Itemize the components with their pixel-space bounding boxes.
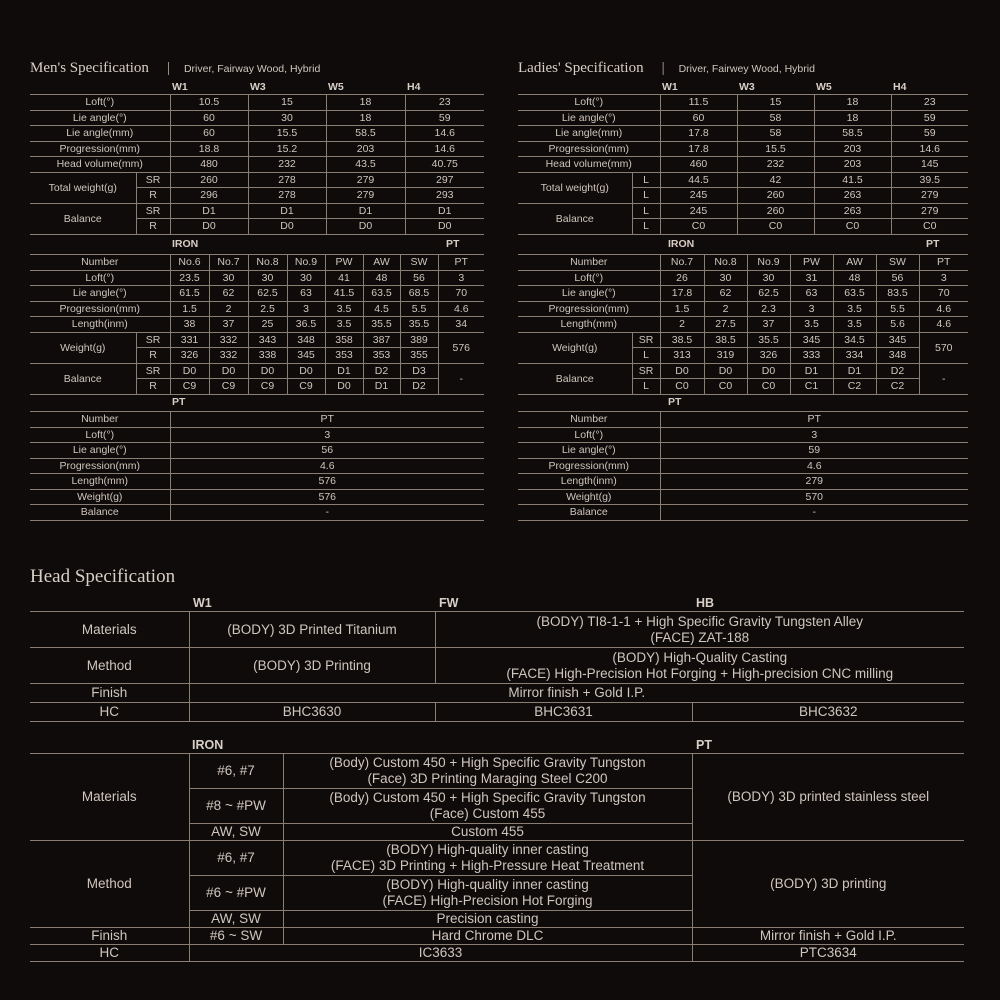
mens-wood-table <box>30 80 484 235</box>
table-row: AW, SW Precision casting <box>30 911 964 928</box>
ladies-wood-table <box>518 80 968 235</box>
table-row: Weight(g) 576 <box>30 489 484 505</box>
head-col-fw: FW <box>439 595 459 610</box>
head-col-hb: HB <box>696 595 715 610</box>
wood-col-header: W3 <box>739 81 755 93</box>
wood-col-header: H4 <box>407 81 421 93</box>
wood-col-header: W5 <box>328 81 344 93</box>
mens-subtitle: Driver, Fairway Wood, Hybrid <box>183 63 321 75</box>
ladies-subtitle: Driver, Fairwey Wood, Hybrid <box>678 63 815 75</box>
table-row: L C0 C0 C0 C1 C2 C2 <box>518 379 968 395</box>
table-row: Length(inm) 38 37 25 36.5 3.5 35.5 35.5 34 <box>30 317 484 333</box>
table-row: L C0 C0 C0 C0 <box>518 219 968 235</box>
table-row: Progression(mm) 4.6 <box>518 458 968 474</box>
table-row: Loft(°) 3 <box>518 427 968 443</box>
table-row: Lie angle(mm) 60 15.5 58.5 14.6 <box>30 126 484 142</box>
mens-iron-pt-title: PT <box>446 238 460 250</box>
table-row: Total weight(g) SR 260 278 279 297 <box>30 172 484 188</box>
table-row: #6 ~ #PW (BODY) High-quality inner casting (FACE) High-Precision Hot Forging <box>30 876 964 911</box>
ladies-iron-pt-title: PT <box>926 238 940 250</box>
mens-title-text: Men's Specification <box>30 60 149 76</box>
table-row: Total weight(g) L 44.5 42 41.5 39.5 <box>518 172 968 188</box>
table-row: Loft(°) 10.5 15 18 23 <box>30 95 484 111</box>
table-row: Progression(mm) 17.8 15.5 203 14.6 <box>518 141 968 157</box>
head-col-iron: IRON <box>192 737 224 752</box>
head-col-w1: W1 <box>193 595 212 610</box>
table-row: Lie angle(°) 17.8 62 62.5 63 63.5 83.5 70 <box>518 286 968 302</box>
table-row: Number No.6 No.7 No.8 No.9 PW AW SW PT <box>30 255 484 271</box>
table-row: Loft(°) 26 30 30 31 48 56 3 <box>518 270 968 286</box>
head-spec-title: Head Specification <box>30 566 176 587</box>
table-row: Number PT <box>30 412 484 428</box>
table-row: Lie angle(°) 59 <box>518 443 968 459</box>
wood-col-header: W1 <box>172 81 188 93</box>
table-row: Lie angle(°) 60 58 18 59 <box>518 110 968 126</box>
table-row: Lie angle(°) 60 30 18 59 <box>30 110 484 126</box>
table-row: Balance L 245 260 263 279 <box>518 203 968 219</box>
ladies-pt-table <box>518 411 968 521</box>
mens-pt-title: PT <box>172 396 186 408</box>
table-row: AW, SW Custom 455 <box>30 824 964 841</box>
table-row: Balance SR D0 D0 D0 D1 D1 D2 - <box>518 363 968 379</box>
table-row: Finish #6 ~ SW Hard Chrome DLC Mirror finish + Gold I.P. <box>30 928 964 945</box>
table-row: Method (BODY) 3D Printing (BODY) High-Quality Casting (FACE) High-Precision Hot Forging + High-precision CNC milling <box>30 648 964 684</box>
table-row: R 326 332 338 345 353 353 355 <box>30 348 484 364</box>
table-row: Progression(mm) 1.5 2 2.5 3 3.5 4.5 5.5 4.6 <box>30 301 484 317</box>
table-row: Length(mm) 2 27.5 37 3.5 3.5 5.6 4.6 <box>518 317 968 333</box>
table-row: #8 ~ #PW (Body) Custom 450 + High Specific Gravity Tungston (Face) Custom 455 <box>30 789 964 824</box>
table-row: Weight(g) SR 331 332 343 348 358 387 389 576 <box>30 332 484 348</box>
table-row: L 313 319 326 333 334 348 <box>518 348 968 364</box>
table-row: Loft(°) 23.5 30 30 30 41 48 56 3 <box>30 270 484 286</box>
mens-iron-table <box>30 254 484 395</box>
table-row: Balance SR D0 D0 D0 D0 D1 D2 D3 - <box>30 363 484 379</box>
wood-col-header: W1 <box>662 81 678 93</box>
table-row: R C9 C9 C9 C9 D0 D1 D2 <box>30 379 484 395</box>
table-row: Lie angle(°) 61.5 62 62.5 63 41.5 63.5 68.5 70 <box>30 286 484 302</box>
table-row: Lie angle(mm) 17.8 58 58.5 59 <box>518 126 968 142</box>
table-row: Length(inm) 279 <box>518 474 968 490</box>
table-row: Materials #6, #7 (Body) Custom 450 + High Specific Gravity Tungston (Face) 3D Printing Maraging Steel C200 (BODY) 3D printed stainless steel <box>30 754 964 789</box>
table-row: Head volume(mm) 480 232 43.5 40.75 <box>30 157 484 173</box>
table-row: R 296 278 279 293 <box>30 188 484 204</box>
ladies-iron-title: IRON <box>668 238 695 250</box>
wood-col-header: W5 <box>816 81 832 93</box>
wood-col-header: H4 <box>893 81 907 93</box>
table-row: Method #6, #7 (BODY) High-quality inner casting (FACE) 3D Printing + High-Pressure Heat Treatment (BODY) 3D printing <box>30 841 964 876</box>
table-row: Loft(°) 11.5 15 18 23 <box>518 95 968 111</box>
ladies-pt-title: PT <box>668 396 682 408</box>
table-row: Number PT <box>518 412 968 428</box>
table-row: Finish Mirror finish + Gold I.P. <box>30 684 964 703</box>
table-row: Weight(g) SR 38.5 38.5 35.5 345 34.5 345 570 <box>518 332 968 348</box>
ladies-spec-title: Ladies' Specification | Driver, Fairwey Wood, Hybrid <box>518 60 815 76</box>
table-row: Head volume(mm) 460 232 203 145 <box>518 157 968 173</box>
head-lower-table <box>30 736 964 962</box>
table-row: Balance - <box>518 505 968 521</box>
table-row: Loft(°) 3 <box>30 427 484 443</box>
table-row: Progression(mm) 1.5 2 2.3 3 3.5 5.5 4.6 <box>518 301 968 317</box>
ladies-title-text: Ladies' Specification <box>518 60 644 76</box>
mens-iron-title: IRON <box>172 238 199 250</box>
table-row: HC IC3633 PTC3634 <box>30 945 964 962</box>
head-col-pt: PT <box>696 737 712 752</box>
table-row: Balance - <box>30 505 484 521</box>
table-row: Weight(g) 570 <box>518 489 968 505</box>
table-row: Progression(mm) 18.8 15.2 203 14.6 <box>30 141 484 157</box>
wood-col-header: W3 <box>250 81 266 93</box>
table-row: Balance SR D1 D1 D1 D1 <box>30 203 484 219</box>
table-row: Progression(mm) 4.6 <box>30 458 484 474</box>
head-upper-table <box>30 594 964 722</box>
table-row: Lie angle(°) 56 <box>30 443 484 459</box>
table-row: Materials (BODY) 3D Printed Titanium (BODY) TI8-1-1 + High Specific Gravity Tungsten Alley (FACE) ZAT-188 <box>30 612 964 648</box>
table-row: Number No.7 No.8 No.9 PW AW SW PT <box>518 255 968 271</box>
table-row: Length(mm) 576 <box>30 474 484 490</box>
table-row: HC BHC3630 BHC3631 BHC3632 <box>30 703 964 722</box>
table-row: R D0 D0 D0 D0 <box>30 219 484 235</box>
ladies-iron-table <box>518 254 968 395</box>
mens-pt-table <box>30 411 484 521</box>
mens-spec-title: Men's Specification | Driver, Fairway Wood, Hybrid <box>30 60 321 76</box>
table-row: L 245 260 263 279 <box>518 188 968 204</box>
